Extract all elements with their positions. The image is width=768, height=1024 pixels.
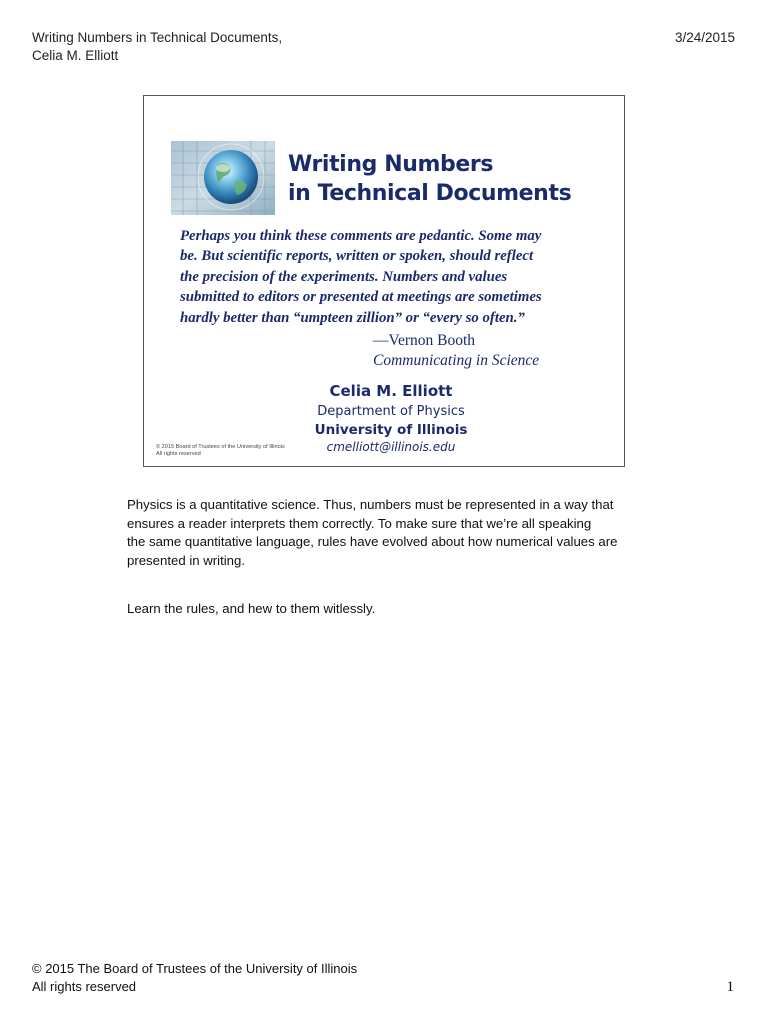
body-line: presented in writing. xyxy=(127,553,246,569)
slide-copyright xyxy=(156,444,285,458)
author-email: cmelliott@illinois.edu xyxy=(326,440,456,454)
header-date: 3/24/2015 xyxy=(674,30,735,45)
attribution-book: Communicating in Science xyxy=(373,352,540,369)
body-line: Physics is a quantitative science. Thus, numbers must be represented in a way that xyxy=(127,497,614,512)
slide-quote xyxy=(180,226,600,328)
slide-title xyxy=(288,150,571,208)
author-university: University of Illinois xyxy=(314,422,468,438)
slide-title-line-1: Writing Numbers xyxy=(288,152,494,177)
slide-thumbnail xyxy=(143,95,625,467)
footer-copyright-line-1: © 2015 The Board of Trustees of the University of Illinois xyxy=(32,961,358,976)
quote-line: the precision of the experiments. Numbers and values xyxy=(180,268,508,285)
quote-line: Perhaps you think these comments are pedantic. Some may xyxy=(180,228,542,244)
quote-line: submitted to editors or presented at meetings are sometimes xyxy=(180,289,542,306)
slide-title-line-2: in Technical Documents xyxy=(288,181,572,206)
footer-copyright xyxy=(32,960,357,996)
attribution-name: —Vernon Booth xyxy=(373,332,476,349)
page-header-title xyxy=(32,29,282,65)
body-line: ensures a reader interprets them correctly. To make sure that we’re all speaking xyxy=(127,515,592,531)
author-department: Department of Physics xyxy=(317,404,465,419)
body-paragraph-2: Learn the rules, and hew to them witlessly. xyxy=(127,601,376,616)
quote-line: be. But scientific reports, written or spoken, should reflect xyxy=(180,248,534,265)
quote-line: hardly better than “umpteen zillion” or “every so often.” xyxy=(180,309,525,326)
header-title-line-2: Celia M. Elliott xyxy=(32,48,119,63)
footer-copyright-line-2: All rights reserved xyxy=(32,979,137,994)
author-name: Celia M. Elliott xyxy=(329,382,453,400)
quote-attribution xyxy=(373,331,539,371)
body-paragraph-1 xyxy=(127,496,642,571)
slide-copyright-line-1: © 2015 Board of Trustees of the University of Illinois xyxy=(156,444,285,450)
body-line: the same quantitative language, rules have evolved about how numerical values are xyxy=(127,534,618,550)
globe-image xyxy=(171,141,275,215)
header-title-line-1: Writing Numbers in Technical Documents, xyxy=(32,30,283,45)
slide-copyright-line-2: All rights reserved xyxy=(156,451,201,457)
slide-author-block xyxy=(286,381,496,456)
page-number: 1 xyxy=(726,979,734,995)
